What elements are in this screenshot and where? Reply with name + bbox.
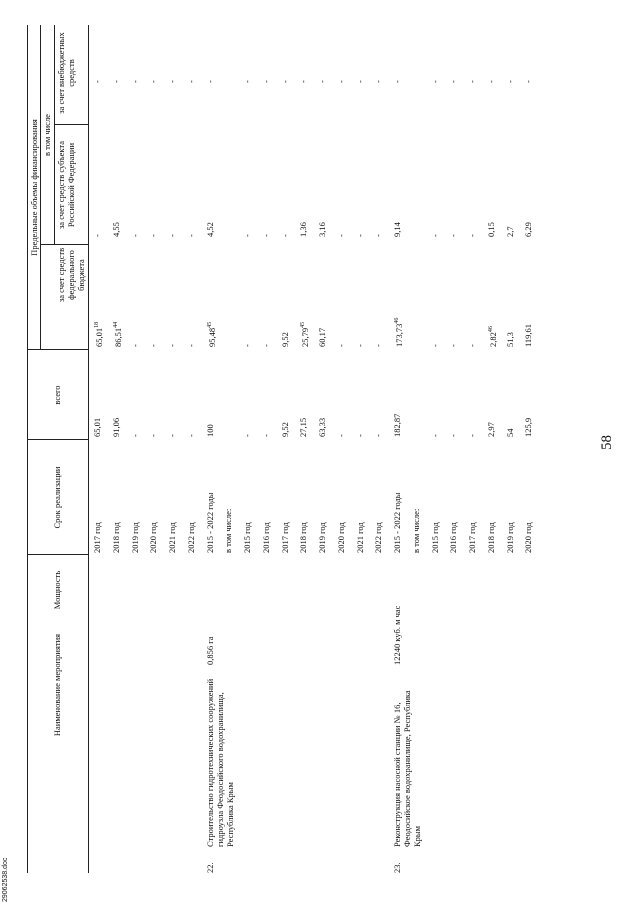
row-regional: - <box>148 234 159 237</box>
row-federal: - <box>185 344 196 347</box>
row-total: 125,9 <box>523 417 534 437</box>
row-extrabudget: - <box>429 80 440 83</box>
limits-underline <box>40 25 41 350</box>
row-regional: - <box>429 234 440 237</box>
row-total: - <box>448 434 459 437</box>
footnote-marker: 46 <box>394 317 400 324</box>
row-extrabudget: - <box>167 80 177 83</box>
row-period: 2018 год <box>298 522 309 553</box>
row-regional: 0,15 <box>485 222 496 237</box>
header-top-line <box>27 25 28 873</box>
row-federal: 9,52 <box>279 332 290 347</box>
page-number: 58 <box>599 435 615 450</box>
row-regional: - <box>373 234 384 237</box>
row-regional: - <box>260 234 271 237</box>
row-period: 2022 год <box>373 522 384 553</box>
row-federal-cell <box>486 326 498 347</box>
row-period: 2018 год <box>485 522 496 553</box>
row-federal-cell <box>205 322 217 347</box>
row-period: 2019 год <box>504 522 515 553</box>
row-total: 182,87 <box>392 413 402 437</box>
footnote-marker: 45 <box>206 321 213 328</box>
row-total: 100 <box>204 424 215 437</box>
row-capacity: 0,856 га <box>204 636 215 665</box>
row-federal: 60,17 <box>317 327 327 347</box>
row-period: в том числе: <box>410 508 421 553</box>
row-period: 2015 год <box>429 522 440 553</box>
row-total: 2,97 <box>485 422 496 437</box>
row-regional: 2,7 <box>504 226 515 237</box>
row-period: 2022 год <box>185 522 196 553</box>
row-regional: 6,29 <box>523 222 534 237</box>
row-extrabudget: - <box>523 80 534 83</box>
row-extrabudget: - <box>485 80 496 83</box>
doc-id: 29062538.doc <box>2 857 9 902</box>
row-period: 2018 год <box>110 522 121 553</box>
row-regional: - <box>448 234 459 237</box>
row-total: - <box>373 434 384 437</box>
row-regional: - <box>129 234 140 237</box>
row-extrabudget: - <box>467 80 477 83</box>
row-regional: 4,55 <box>110 222 121 237</box>
row-federal: 86,51 <box>112 327 123 347</box>
row-regional: 3,16 <box>317 222 327 237</box>
row-total: - <box>185 434 196 437</box>
row-federal: - <box>260 344 271 347</box>
row-period: 2017 год <box>279 522 290 553</box>
row-federal: - <box>448 344 459 347</box>
row-extrabudget: - <box>298 80 309 83</box>
row-total: - <box>129 434 140 437</box>
row-period: 2020 год <box>148 522 159 553</box>
row-regional: - <box>92 234 102 237</box>
row-regional: - <box>335 234 346 237</box>
row-total: 27,15 <box>298 417 309 437</box>
row-federal: - <box>429 344 440 347</box>
col-line-5 <box>54 124 88 125</box>
header-including: в том числе <box>42 114 52 156</box>
row-regional: - <box>279 234 290 237</box>
row-federal: 25,79 <box>300 327 311 347</box>
row-period: 2019 год <box>317 522 327 553</box>
row-total: 63,33 <box>317 417 327 437</box>
row-number: 22. <box>204 862 215 873</box>
row-regional: 1,36 <box>298 222 309 237</box>
row-period: 2015 - 2022 годы <box>204 492 215 553</box>
row-period: 2016 год <box>260 522 271 553</box>
header-bottom-line <box>88 25 89 873</box>
row-period: 2017 год <box>92 522 102 553</box>
row-federal-cell <box>92 322 104 347</box>
row-extrabudget: - <box>504 80 515 83</box>
row-period: в том числе: <box>223 508 234 553</box>
header-federal: за счет средств федерального бюджета <box>56 247 86 303</box>
row-capacity: 12240 куб. м час <box>392 605 402 665</box>
row-regional: - <box>354 234 365 237</box>
row-total: - <box>335 434 346 437</box>
row-regional: - <box>167 234 177 237</box>
row-extrabudget: - <box>392 80 402 83</box>
header-regional: за счет средств субъекта Российской Федерации <box>56 140 76 230</box>
row-federal: 119,61 <box>523 323 534 347</box>
footnote-marker: 46 <box>487 326 494 333</box>
row-extrabudget: - <box>129 80 140 83</box>
row-number: 23. <box>392 862 402 873</box>
row-extrabudget: - <box>354 80 365 83</box>
row-extrabudget: - <box>185 80 196 83</box>
row-period: 2019 год <box>129 522 140 553</box>
row-federal: 2,82 <box>487 332 498 347</box>
row-federal: 51,3 <box>504 332 515 347</box>
footnote-marker: 18 <box>94 321 100 328</box>
header-limits: Предельные объемы финансирования <box>29 119 39 256</box>
footnote-marker: 44 <box>112 321 119 328</box>
including-underline <box>54 25 55 245</box>
row-total: 54 <box>504 428 515 437</box>
row-federal-cell <box>392 318 404 347</box>
row-regional: - <box>242 234 252 237</box>
header-capacity: Мощность <box>52 570 62 610</box>
row-name: Строительство гидротехнических сооружений гидроузла Феодосийского водохранилища, Республика Крым <box>204 678 235 847</box>
row-federal: 95,48 <box>206 327 217 347</box>
row-federal: 65,01 <box>93 327 104 347</box>
row-total: - <box>467 434 477 437</box>
row-federal-cell <box>111 322 123 347</box>
row-total: - <box>167 434 177 437</box>
footnote-marker: 45 <box>300 321 307 328</box>
row-total: 9,52 <box>279 422 290 437</box>
row-total: - <box>429 434 440 437</box>
row-extrabudget: - <box>110 80 121 83</box>
header-extrabudget: за счет внебюджетных средств <box>56 32 76 114</box>
row-federal: - <box>335 344 346 347</box>
row-extrabudget: - <box>335 80 346 83</box>
row-period: 2021 год <box>354 522 365 553</box>
row-extrabudget: - <box>279 80 290 83</box>
row-name: Реконструкция насосной станции № 16, Феодосийское водохранилище, Республика Крым <box>392 690 422 847</box>
row-extrabudget: - <box>242 80 252 83</box>
row-total: - <box>354 434 365 437</box>
header-name: Наименование мероприятия <box>52 633 62 737</box>
row-period: 2021 год <box>167 522 177 553</box>
row-federal: 173,73 <box>393 323 404 347</box>
row-total: 65,01 <box>92 417 102 437</box>
row-federal-cell <box>298 322 310 347</box>
row-period: 2017 год <box>467 522 477 553</box>
row-extrabudget: - <box>92 80 102 83</box>
row-extrabudget: - <box>373 80 384 83</box>
row-total: - <box>242 434 252 437</box>
row-federal: - <box>373 344 384 347</box>
row-total: 91,06 <box>110 417 121 437</box>
row-regional: - <box>467 234 477 237</box>
row-extrabudget: - <box>148 80 159 83</box>
row-regional: 4,52 <box>204 222 215 237</box>
row-extrabudget: - <box>448 80 459 83</box>
row-regional: 9,14 <box>392 222 402 237</box>
row-period: 2020 год <box>335 522 346 553</box>
row-federal: - <box>148 344 159 347</box>
row-period: 2016 год <box>448 522 459 553</box>
row-extrabudget: - <box>260 80 271 83</box>
row-regional: - <box>185 234 196 237</box>
row-period: 2015 год <box>242 522 252 553</box>
row-extrabudget: - <box>317 80 327 83</box>
row-federal: - <box>354 344 365 347</box>
header-period: Срок реализации <box>52 466 62 529</box>
row-period: 2015 - 2022 годы <box>392 492 402 553</box>
row-total: - <box>148 434 159 437</box>
row-total: - <box>260 434 271 437</box>
row-period: 2020 год <box>523 522 534 553</box>
header-total: всего <box>52 385 62 405</box>
row-federal: - <box>242 344 252 347</box>
row-extrabudget: - <box>204 80 215 83</box>
row-federal: - <box>129 344 140 347</box>
row-federal: - <box>167 344 177 347</box>
row-federal: - <box>467 344 477 347</box>
